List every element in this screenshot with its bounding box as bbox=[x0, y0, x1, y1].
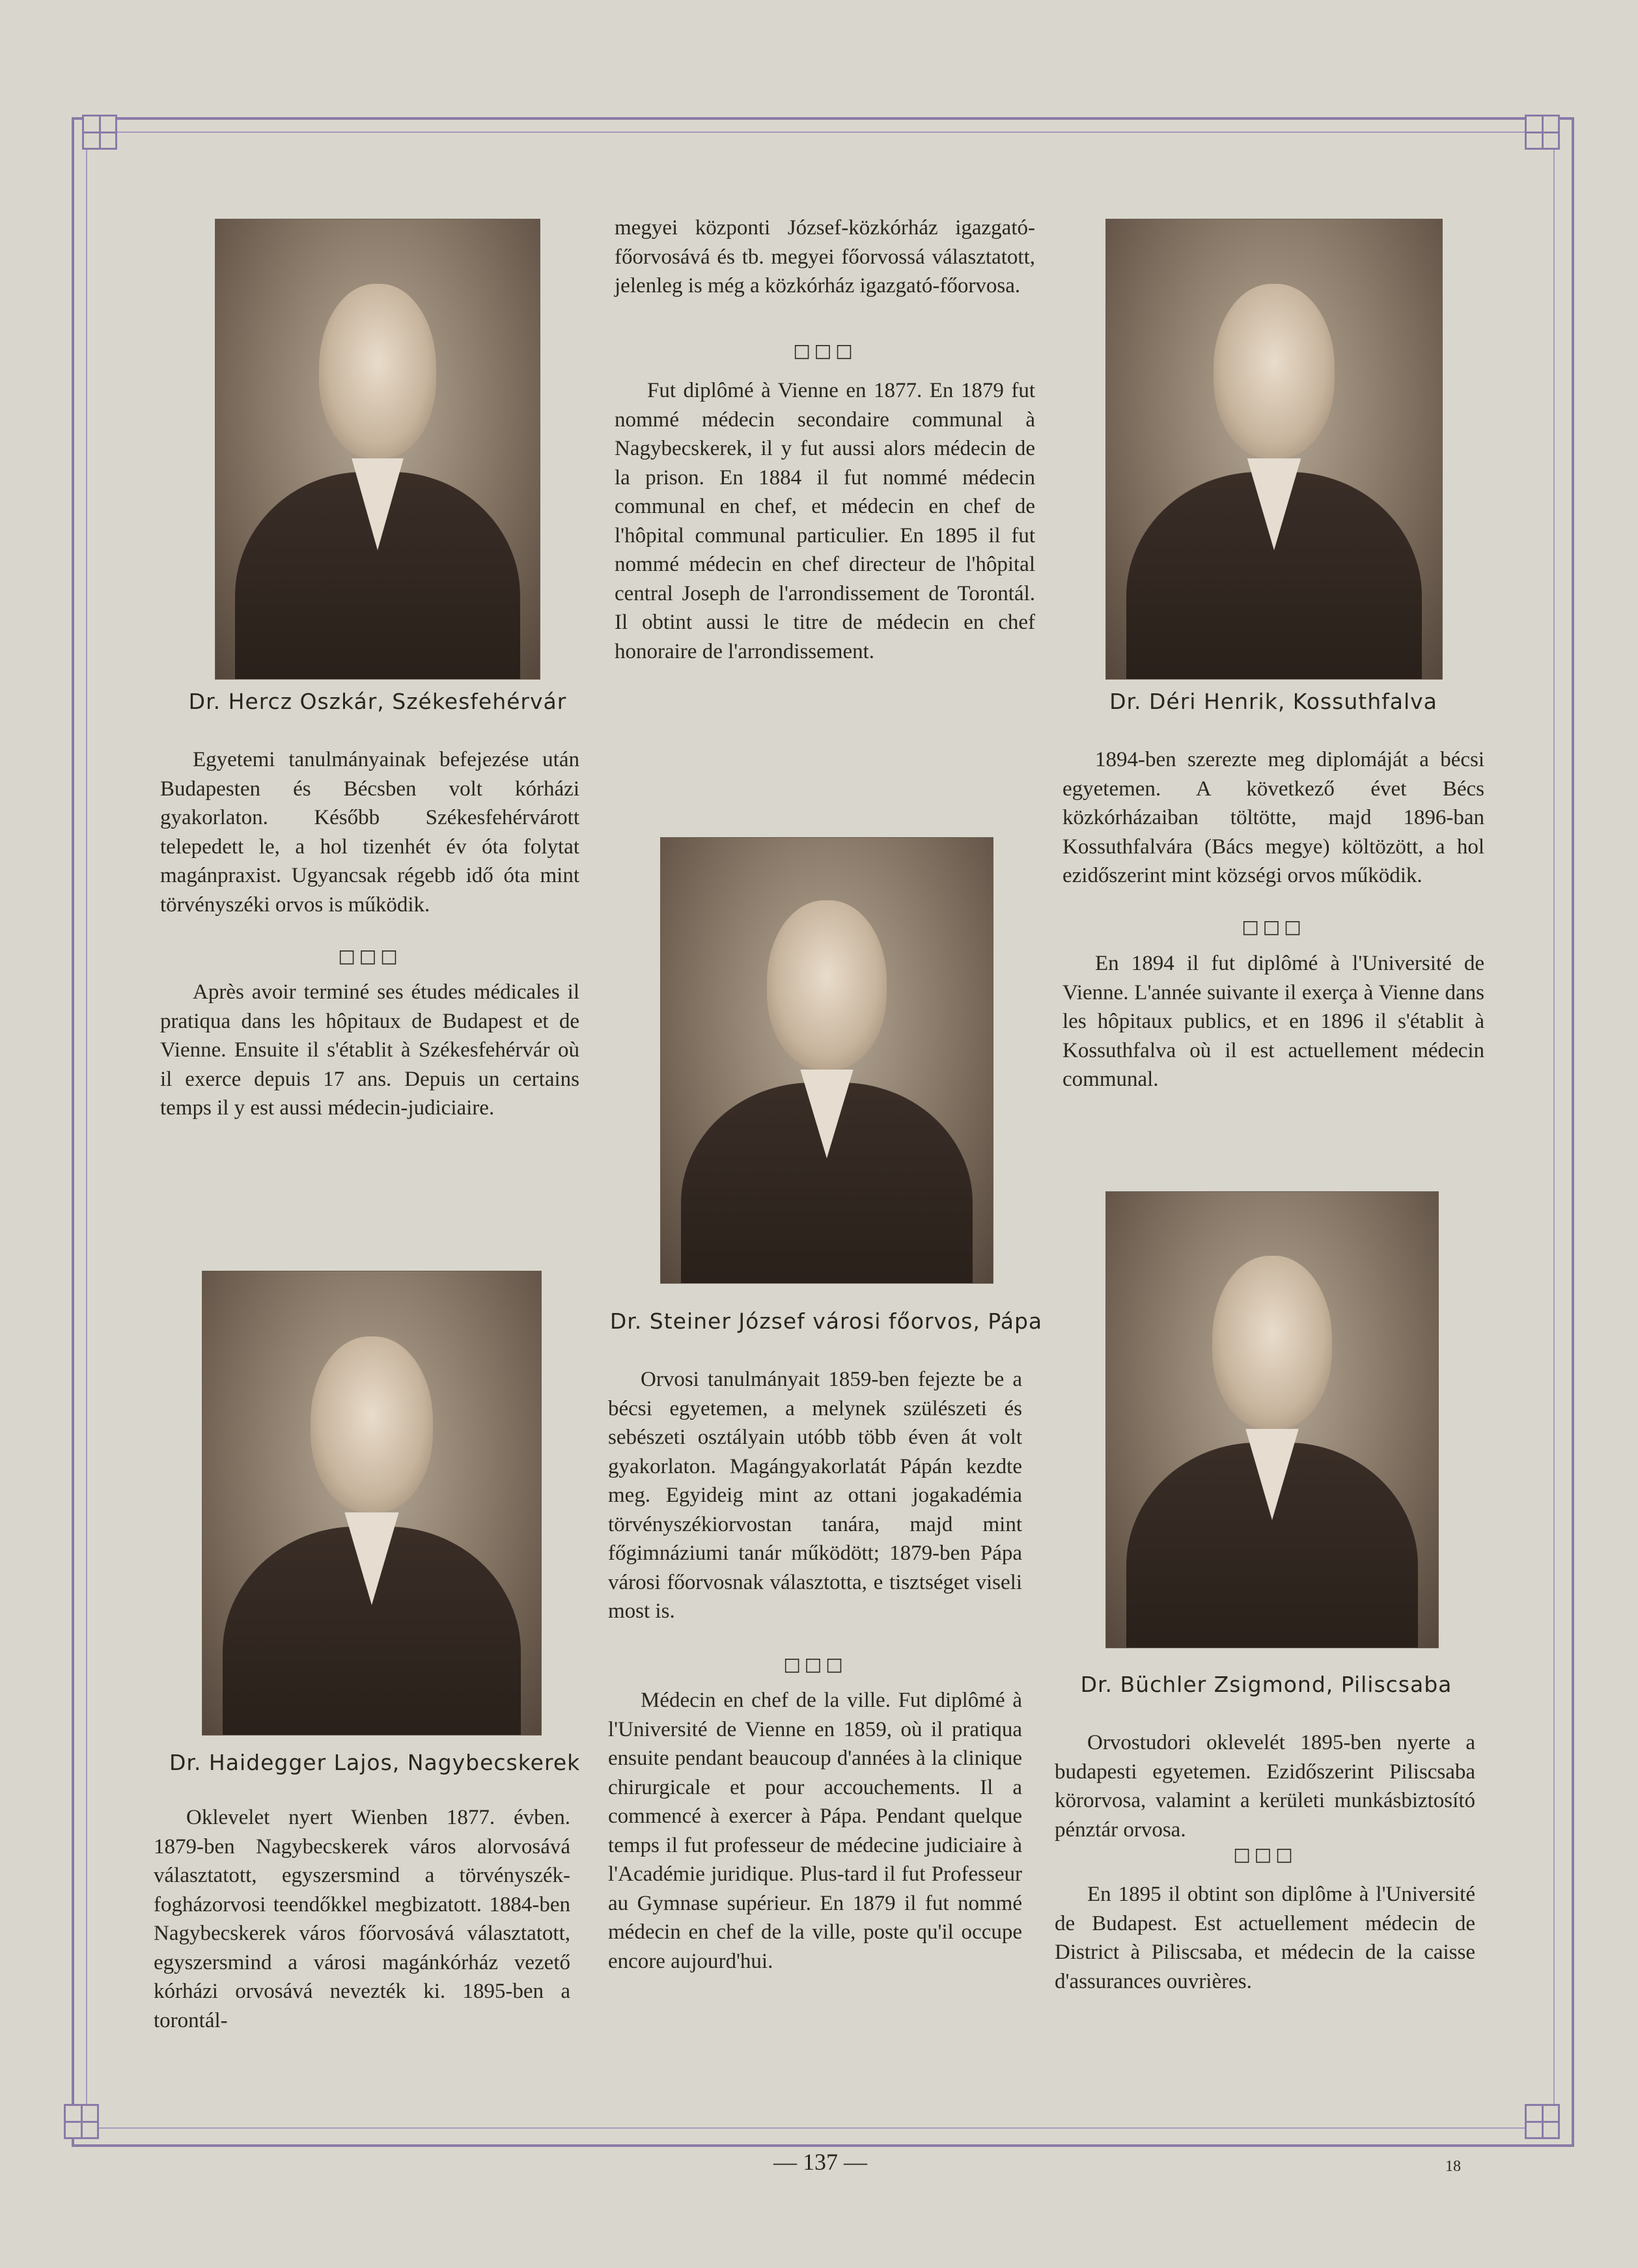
bio-haidegger-hu: Oklevelet nyert Wienben 1877. évben. 1879-ben Nagybecskerek város alorvosává választatott, egyszersmind a törvényszék-fogházorvosi teendőkkel megbizatott. 1884-ben Nagybecskerek város főorvosává választatott, egyszersmind a városi magánkórház vezető kórházi orvosává nevezték ki. 1895-ben a torontál- bbox=[154, 1806, 570, 2032]
bio-haidegger-hu-continued: megyei központi József-közkórház igazgató-főorvosává és tb. megyei főorvossá választatott, jelenleg is még a közkórház igazgató-főorvosa. bbox=[615, 216, 1035, 297]
bio-buchler-fr: En 1895 il obtint son diplôme à l'Université de Budapest. Est actuellement médecin de District à Piliscsaba, et médecin de la caisse d'assurances ouvrières. bbox=[1055, 1883, 1475, 1993]
bio-deri-fr: En 1894 il fut diplômé à l'Université de Vienne. L'année suivante il exerça à Vienne dans les hôpitaux publics, et en 1896 il s'établit à Kossuthfalva où il est actuellement médecin communal. bbox=[1062, 952, 1484, 1091]
section-separator: □□□ bbox=[783, 1653, 847, 1675]
section-separator: □□□ bbox=[1242, 916, 1305, 937]
portrait-hercz bbox=[215, 219, 540, 680]
page-number: — 137 — bbox=[773, 2149, 867, 2175]
portrait-haidegger bbox=[202, 1271, 542, 1736]
caption-hercz: Dr. Hercz Oszkár, Székesfehérvár bbox=[188, 689, 567, 714]
border-corner-ornament bbox=[1525, 2104, 1560, 2139]
bio-hercz-hu: Egyetemi tanulmányainak befejezése után Budapesten és Bécsben volt kórházi gyakorlaton. Később Székesfehérvárott telepedett le, a hol tizenhét év óta folytat magánpraxist. Ugyancsak régebb idő óta mint törvényszéki orvos is működik. bbox=[160, 748, 579, 917]
printer-signature: 18 bbox=[1445, 2158, 1461, 2175]
section-separator: □□□ bbox=[1233, 1844, 1297, 1865]
border-corner-ornament bbox=[82, 115, 117, 150]
bio-deri-hu: 1894-ben szerezte meg diplomáját a bécsi egyetemen. A következő évet Bécs közkórházaiban töltötte, majd 1896-ban Kossuthfalvára (Bács megye) költözött, a hol ezidőszerint mint községi orvos működik. bbox=[1062, 748, 1484, 887]
caption-steiner: Dr. Steiner József városi főorvos, Pápa bbox=[609, 1308, 1043, 1334]
section-separator: □□□ bbox=[793, 340, 857, 361]
bio-haidegger-fr: Fut diplômé à Vienne en 1877. En 1879 fut nommé médecin secondaire communal à Nagybecskerek, il y fut aussi alors médecin de la prison. En 1884 il fut nommé médecin communal en chef, et médecin en chef de l'hôpital communal particulier. En 1895 il fut nommé médecin en chef directeur de l'hôpital central Joseph de l'arrondissement de Torontál. Il obtint aussi le titre de médecin en chef honoraire de l'arrondissement. bbox=[615, 379, 1035, 663]
border-corner-ornament bbox=[1525, 115, 1560, 150]
bio-steiner-fr: Médecin en chef de la ville. Fut diplômé à l'Université de Vienne en 1859, où il pratiqua ensuite pendant beaucoup d'années à la clinique chirurgicale et pour accouchements. Il a commencé à exercer à Pápa. Pendant quelque temps il fut professeur de médecine judiciaire à l'Académie juridique. Plus-tard il fut Professeur au Gymnase supérieur. En 1879 il fut nommé médecin en chef de la ville, poste qu'il occupe encore aujourd'hui. bbox=[608, 1689, 1022, 1973]
portrait-deri bbox=[1105, 219, 1443, 680]
border-corner-ornament bbox=[64, 2104, 99, 2139]
portrait-steiner bbox=[660, 837, 993, 1284]
bio-buchler-hu: Orvostudori oklevelét 1895-ben nyerte a budapesti egyetemen. Ezidőszerint Piliscsaba körorvosa, valamint a kerületi munkásbiztosító pénztár orvosa. bbox=[1055, 1731, 1475, 1842]
bio-steiner-hu: Orvosi tanulmányait 1859-ben fejezte be a bécsi egyetemen, a melynek szülészeti és sebészeti osztályain utóbb több éven át volt gyakorlaton. Magángyakorlatát Pápán kezdte meg. Egyideig mint az ottani jogakadémia törvényszékiorvostan tanára, majd mint főgimnáziumi tanár működött; 1879-ben Pápa városi főorvosnak választotta, e tisztséget viseli most is. bbox=[608, 1368, 1022, 1623]
section-separator: □□□ bbox=[338, 945, 402, 967]
bio-hercz-fr: Après avoir terminé ses études médicales il pratiqua dans les hôpitaux de Budapest et de Vienne. Ensuite il s'établit à Székesfehérvár où il exerce depuis 17 ans. Depuis un certains temps il y est aussi médecin-judiciaire. bbox=[160, 980, 579, 1120]
caption-deri: Dr. Déri Henrik, Kossuthfalva bbox=[1109, 689, 1437, 714]
caption-haidegger: Dr. Haidegger Lajos, Nagybecskerek bbox=[169, 1750, 581, 1775]
portrait-buchler bbox=[1105, 1191, 1439, 1648]
caption-buchler: Dr. Büchler Zsigmond, Piliscsaba bbox=[1080, 1672, 1452, 1697]
